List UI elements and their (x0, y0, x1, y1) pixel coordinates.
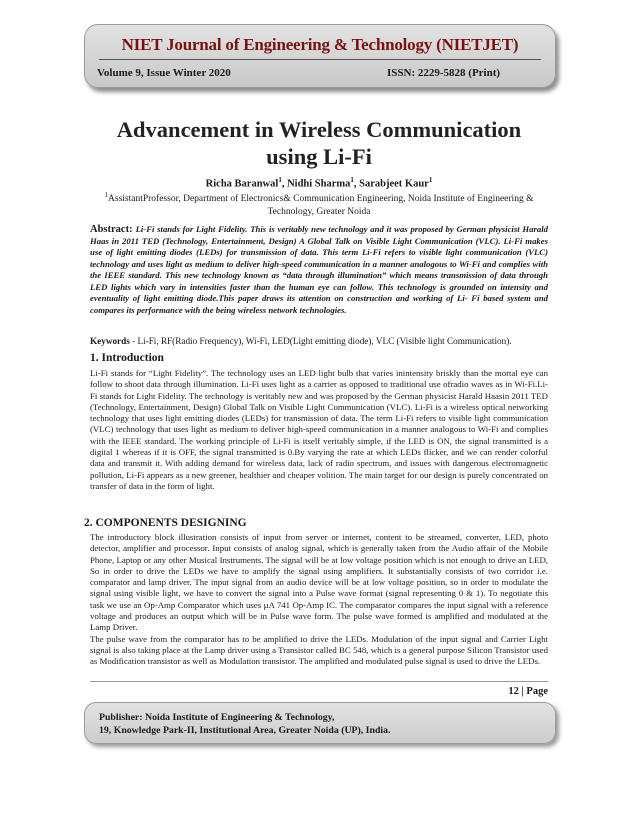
keywords-label: Keywords (90, 336, 130, 346)
paper-title: Advancement in Wireless Communication using Li-Fi (116, 117, 522, 169)
author-list (90, 176, 548, 190)
affiliation-superscript: 1 (104, 191, 109, 199)
abstract-label: Abstract: (90, 224, 133, 235)
affiliation (90, 189, 548, 218)
paragraph: The pulse wave from the comparator has to be amplified to drive the LEDs. Modulation of the input signal and Carrier Light signal is also taking place at the Lamp driver using a Transistor called BC 548, which is a general purpose Silicon Transistor used as Modification transistor as well as Modulation transistor. The amplified and modulated pulse signal is used to drive the LEDs. (90, 633, 548, 667)
section-body (90, 368, 548, 492)
author-superscript: 1 (350, 176, 354, 184)
author-superscript: 1 (278, 176, 282, 184)
author-separator: , (281, 178, 288, 190)
author-superscript: 1 (428, 176, 433, 184)
section-heading: 2. COMPONENTS DESIGNING (84, 517, 247, 529)
abstract-text: Li-Fi stands for Light Fidelity. This is veritably new technology and it was proposed by German physicist Harald Haas in 2011 TED (Technology, Entertainment, Design) A Global Talk on Visible Light Communication (VLC). Li-Fi makes use of light emitting diodes (LEDs) for transmission of data. This term Li-Fi refers to visible light communication (VLC) technology and uses light as medium to deliver high-speed communication in a manner analogous to Wi-Fi and complies with the IEEE standard. This new technology known as “data through illumination” which means transmission of data through LED lights which vary in intensities faster than the human eye can follow. This technology is grounded on intensity and eventuality of light emitting diode.This paper draws its attention on construction and working of Li- Fi based system and compares its performance with the being wireless network technologies. (90, 224, 548, 315)
publisher-address: 19, Knowledge Park-II, Institutional Area, Greater Noida (UP), India. (99, 725, 391, 736)
volume-issue: Volume 9, Issue Winter 2020 (97, 67, 231, 79)
author-name: Nidhi Sharma (287, 178, 351, 190)
author-name: Richa Baranwal (205, 178, 279, 190)
publisher-footer (84, 702, 556, 744)
section-body (90, 532, 548, 668)
journal-title: NIET Journal of Engineering & Technology (NIETJET) (121, 35, 519, 54)
issn: ISSN: 2229-5828 (Print) (387, 67, 501, 79)
abstract (90, 224, 548, 316)
keywords-text: - Li-Fi, RF(Radio Frequency), Wi-Fi, LED(Light emitting diode), VLC (Visible light Communication). (129, 336, 512, 346)
author-separator: , (353, 178, 360, 190)
section-heading: 1. Introduction (90, 352, 164, 364)
author-name: Sarabjeet Kaur (359, 178, 429, 190)
page-number: 12 | Page (508, 686, 548, 697)
paragraph: Li-Fi stands for “Light Fidelity”. The technology uses an LED light bulb that varies inintensity briskly than the mortal eye can follow to shoot data through illumination. Li-Fi uses light as a carrier as opposed to traditional use ofradio waves as in Wi-Fi.Li-Fi stands for Light Fidelity. The technology is veritably new and was proposed by the German physicist Harald Haasin 2011 TED (Technology, Entertainment, Design) Global Talk on Visible Light Communication (VLC). Li-Fi is a wireless optical networking technology that uses light emitting diodes (LEDs) for transmission of data. The term Li-Fi refers to visible light communication (VLC) technology that uses light as medium to deliver high-speed communication in a manner analogous to Wi-Fi and complies with the IEEE standard. The working principle of Li-Fi is itself veritably simple, if the LED is ON, the signal transmitted is a digital 1 whereas if it is OFF, the signal transmitted is 0.By varying the rate at which LEDs flicker, and we can render colorful data and transmit it. With adding demand for wireless data, lack of radio spectrum, and issues with dangerous electromagnetic pollution, Li-Fi appears as a new greener, healthier and cheaper volition. The main target for our design is purely concentrated on transfer of data in the form of light. (90, 368, 548, 491)
affiliation-text: AssistantProfessor, Department of Electronics& Communication Engineering, Noida Institute of Engineering & Technology, Greater Noida (108, 194, 534, 217)
header-divider (99, 59, 541, 60)
keywords (90, 336, 548, 346)
paragraph: The introductory block illustration consists of input from server or internet, content to be streamed, converter, LED, photo detector, amplifier and processor. Input consists of analog signal, which is generally taken from the Audio affair of the Mobile Phone, Laptop or any other Musical Instruments. The signal will be at low voltage position which is not enough to drive an LED, So in order to drive the LEDs we have to amplify the signal using amplifiers. It substantially consists of two corridor i.e. comparator and lamp driver. The input signal from an audio device will be at low voltage position, so in order to modulate the signal using visible light, we have to convert the signal into a Pulse wave format (signal representing 0 & 1). To negotiate this task we use an Op-Amp Comparator which uses µA 741 Op-Amp IC. The comparator compares the input signal with a reference voltage and produces an output which will be in Pulse wave form. The pulse wave formed is amplified and modulated at the Lamp Driver. (90, 532, 548, 633)
journal-header (84, 24, 556, 88)
footer-divider (90, 681, 548, 682)
publisher-name: Publisher: Noida Institute of Engineering & Technology, (99, 712, 335, 723)
